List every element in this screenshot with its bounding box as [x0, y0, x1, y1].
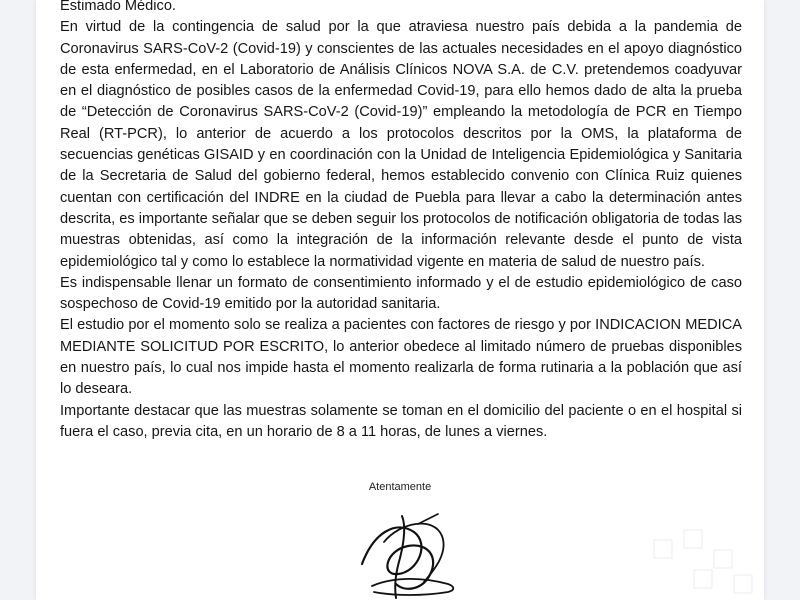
- greeting: Estimado Médico.: [60, 0, 176, 14]
- paragraph-criteria: El estudio por el momento solo se realiza a pacientes con factores de riesgo y por INDICACION MEDICA MEDIANTE SOLICITUD POR ESCRITO, lo anterior obedece al limitado número de pruebas disponibles en nuestro país, lo cual nos impide hasta el momento realizarla de forma rutinaria a la población que así lo deseara.: [60, 317, 742, 398]
- letter-page: [36, 0, 764, 600]
- watermark-graphic: [634, 520, 764, 600]
- signature-image: [344, 502, 474, 600]
- closing-text: Atentamente: [368, 481, 432, 493]
- paragraph-sampling: Importante destacar que las muestras solamente se toman en el domicilio del paciente o en el hospital si fuera el caso, previa cita, en un horario de 8 a 11 horas, de lunes a viernes.: [60, 402, 742, 440]
- paragraph-consent: Es indispensable llenar un formato de consentimiento informado y el de estudio epidemiológico de caso sospechoso de Covid-19 emitido por la autoridad sanitaria.: [60, 274, 742, 313]
- letter-body: [60, 0, 742, 443]
- paragraph-intro: En virtud de la contingencia de salud por la que atraviesa nuestro país debida a la pandemia de Coronavirus SARS-CoV-2 (Covid-19) y conscientes de las actuales necesidades en el apoyo diagnóstico de esta enfermedad, en el Laboratorio de Análisis Clínicos NOVA S.A. de C.V. pretendemos coadyuvar en el diagnóstico de posibles casos de la enfermedad Covid-19, para ello hemos dado de alta la prueba de “Detección de Coronavirus SARS-CoV-2 (Covid-19)” empleando la metodología de PCR en Tiempo Real (RT-PCR), lo anterior de acuerdo a los protocolos descritos por la OMS, la plataforma de secuencias genéticas GISAID y en coordinación con la Unidad de Inteligencia Epidemiológica y Sanitaria de la Secretaria de Salud del gobierno federal, hemos establecido convenio con Clínica Ruiz quienes cuentan con certificación del INDRE en la ciudad de Puebla para llevar a cabo la determinación antes descrita, es importante señalar que se deben seguir los protocolos de notificación obligatoria de todas las muestras obtenidas, así como la integración de la información relevante desde el punto de vista epidemiológico tal y como lo establece la normatividad vigente en materia de salud de nuestro país.: [60, 19, 742, 270]
